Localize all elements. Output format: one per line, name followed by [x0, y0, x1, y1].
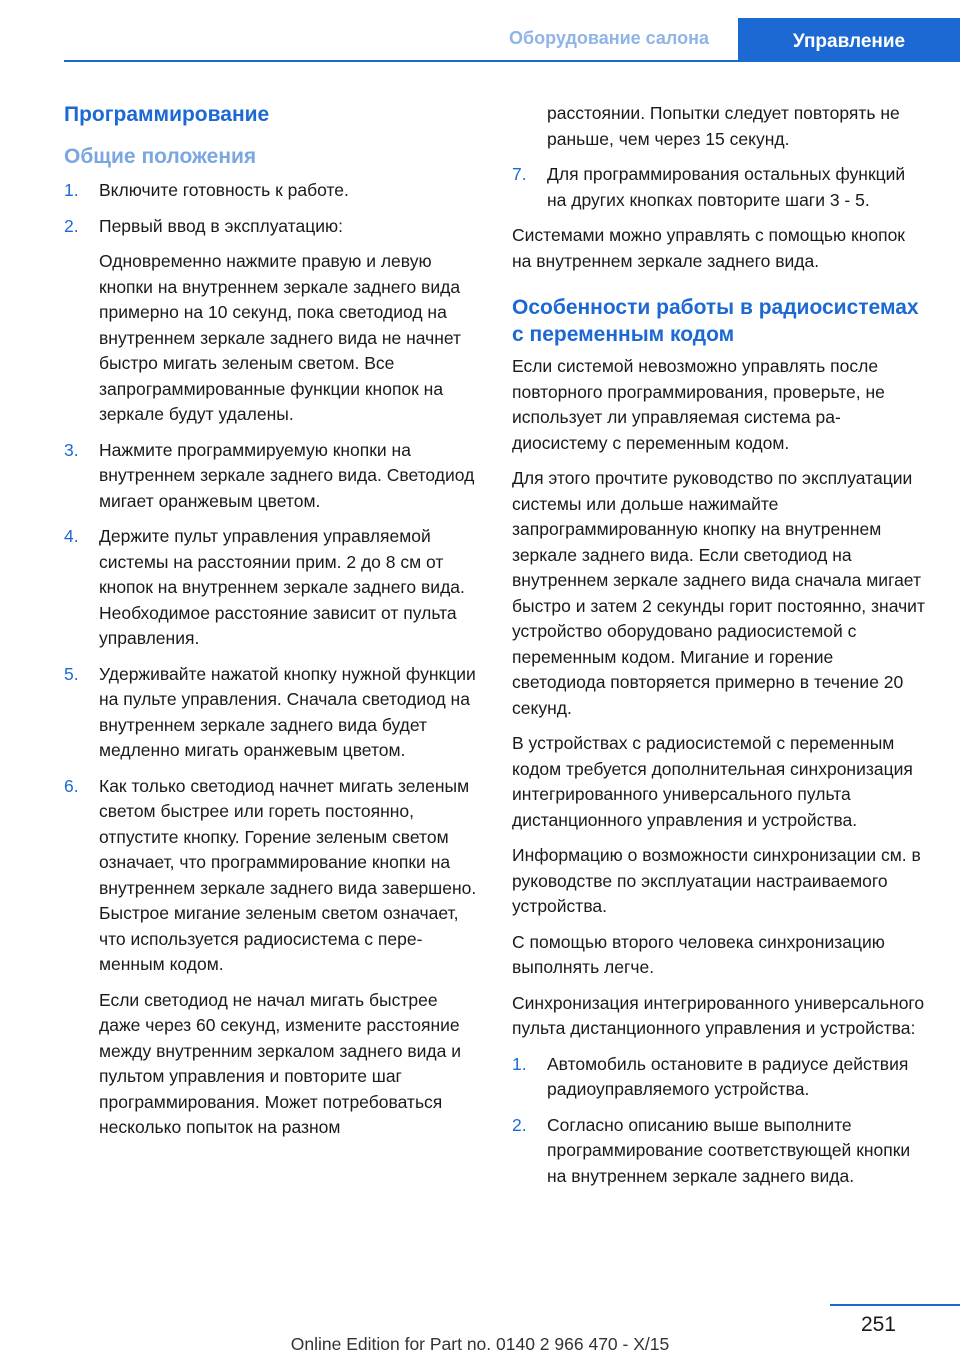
paragraph: Для этого прочтите руководство по эксплуатации системы или дольше нажимайте запрограммированную кнопку на внутреннем зеркале заднего вида. Если светодиод на внутреннем зеркале заднего вида сначала мигает быстро и затем 2 секунды горит постоянно, значит устройство оборудовано радиосистемой с переменным кодом. Мигание и горение светодиода повторяется примерно в течение 20 секунд. [512, 468, 925, 718]
step-text: Как только светодиод начнет мигать зеленым светом быстрее или гореть постоянно, отпустите кнопку. Горение зеленым светом означает, что программирование кнопки на внутреннем зеркале заднего вида завершено. Быстрое мигание зеленым светом означает, что используется радиосистема с переменным кодом. [99, 775, 477, 974]
list-item [64, 438, 480, 515]
step-continuation: расстоянии. Попытки следует повторять не раньше, чем через 15 секунд. [547, 103, 900, 149]
step-text: Если светодиод не начал мигать быстрее даже через 60 секунд, измените расстояние между внутренним зеркалом заднего вида и пультом управления и повторите шаг программирования. Может потребоваться несколько попыток на разном [99, 989, 461, 1137]
step-text: Нажмите программируемую кнопки на внутреннем зеркале заднего вида. Светодиод мигает оранжевым цветом. [99, 439, 475, 511]
page-number: 251 [860, 1313, 896, 1336]
header-section-title[interactable]: Оборудование салона [509, 28, 709, 48]
step-text: Держите пульт управления управляемой системы на расстоянии прим. 2 до 8 см от кнопок на внутреннем зеркале заднего вида. Необходимое расстояние зависит от пульта управления. [99, 526, 465, 648]
list-item [512, 1052, 928, 1103]
step-text: Для программирования остальных функций на других кнопках повторите шаги 3 - 5. [547, 164, 906, 210]
list-item [64, 774, 480, 1141]
left-column [64, 100, 480, 1151]
section-title: Программирование [64, 103, 270, 126]
step-number: 1. [512, 1053, 527, 1074]
list-item [64, 178, 480, 204]
step-number: 6. [64, 775, 79, 796]
list-item [512, 1113, 928, 1190]
paragraph: Системами можно управлять с помощью кнопок на внутреннем зеркале заднего вида. [512, 225, 905, 271]
step-number: 7. [512, 164, 527, 184]
paragraph: Синхронизация интегрированного универсального пульта дистанционного управления и устройства: [512, 992, 925, 1038]
footer-edition: Online Edition for Part no. 0140 2 966 470 - X/15 [290, 1334, 670, 1354]
paragraph: Если системой невозможно управлять после повторного программирования, проверьте, не использует ли управляемая система радиосистему с переменным кодом. [512, 356, 885, 453]
page-number-rule [830, 1304, 960, 1306]
step-number: 2. [512, 1114, 527, 1135]
step-text: Автомобиль остановите в радиусе действия радиоуправляемого устройства. [547, 1053, 909, 1099]
right-column [512, 101, 928, 1199]
list-item [64, 524, 480, 652]
subsection-title: Общие положения [64, 145, 257, 168]
list-item [64, 662, 480, 764]
programming-steps [64, 178, 480, 1141]
step-number: 2. [64, 215, 79, 236]
subsection-title: Особенности работы в радиосистемах с переменным кодом [512, 296, 919, 346]
programming-steps-cont [512, 162, 928, 213]
paragraph: Информацию о возможности синхронизации см. в руководстве по эксплуатации настраиваемого устройства. [512, 845, 921, 916]
list-item [64, 214, 480, 428]
sync-steps [512, 1052, 928, 1190]
list-item [512, 162, 928, 213]
paragraph: С помощью второго человека синхронизацию выполнять легче. [512, 931, 885, 977]
step-text: Включите готовность к работе. [99, 180, 349, 200]
step-text: Одновременно нажмите правую и левую кнопки на внутреннем зеркале заднего вида примерно на 10 секунд, пока светодиод на внутреннем зеркале заднего вида не начнет быстро мигать зеленым светом. Все запрограммированные функции кнопок на зеркале будут удалены. [99, 251, 462, 424]
step-number: 4. [64, 526, 79, 546]
step-text: Первый ввод в эксплуатацию: [99, 215, 343, 236]
step-number: 3. [64, 439, 79, 460]
step-text: Согласно описанию выше выполните программирование соответствующей кнопки на внутреннем зеркале заднего вида. [547, 1114, 911, 1186]
step-number: 1. [64, 180, 79, 200]
header-active-tab[interactable]: Управление [738, 18, 960, 62]
paragraph: В устройствах с радиосистемой с переменным кодом требуется дополнительная синхронизация интегрированного универсального пульта дистанционного управления и устройства. [512, 733, 913, 830]
step-number: 5. [64, 663, 79, 684]
step-text: Удерживайте нажатой кнопку нужной функции на пульте управления. Сначала светодиод на внутреннем зеркале заднего вида будет медленно мигать оранжевым цветом. [99, 663, 476, 760]
